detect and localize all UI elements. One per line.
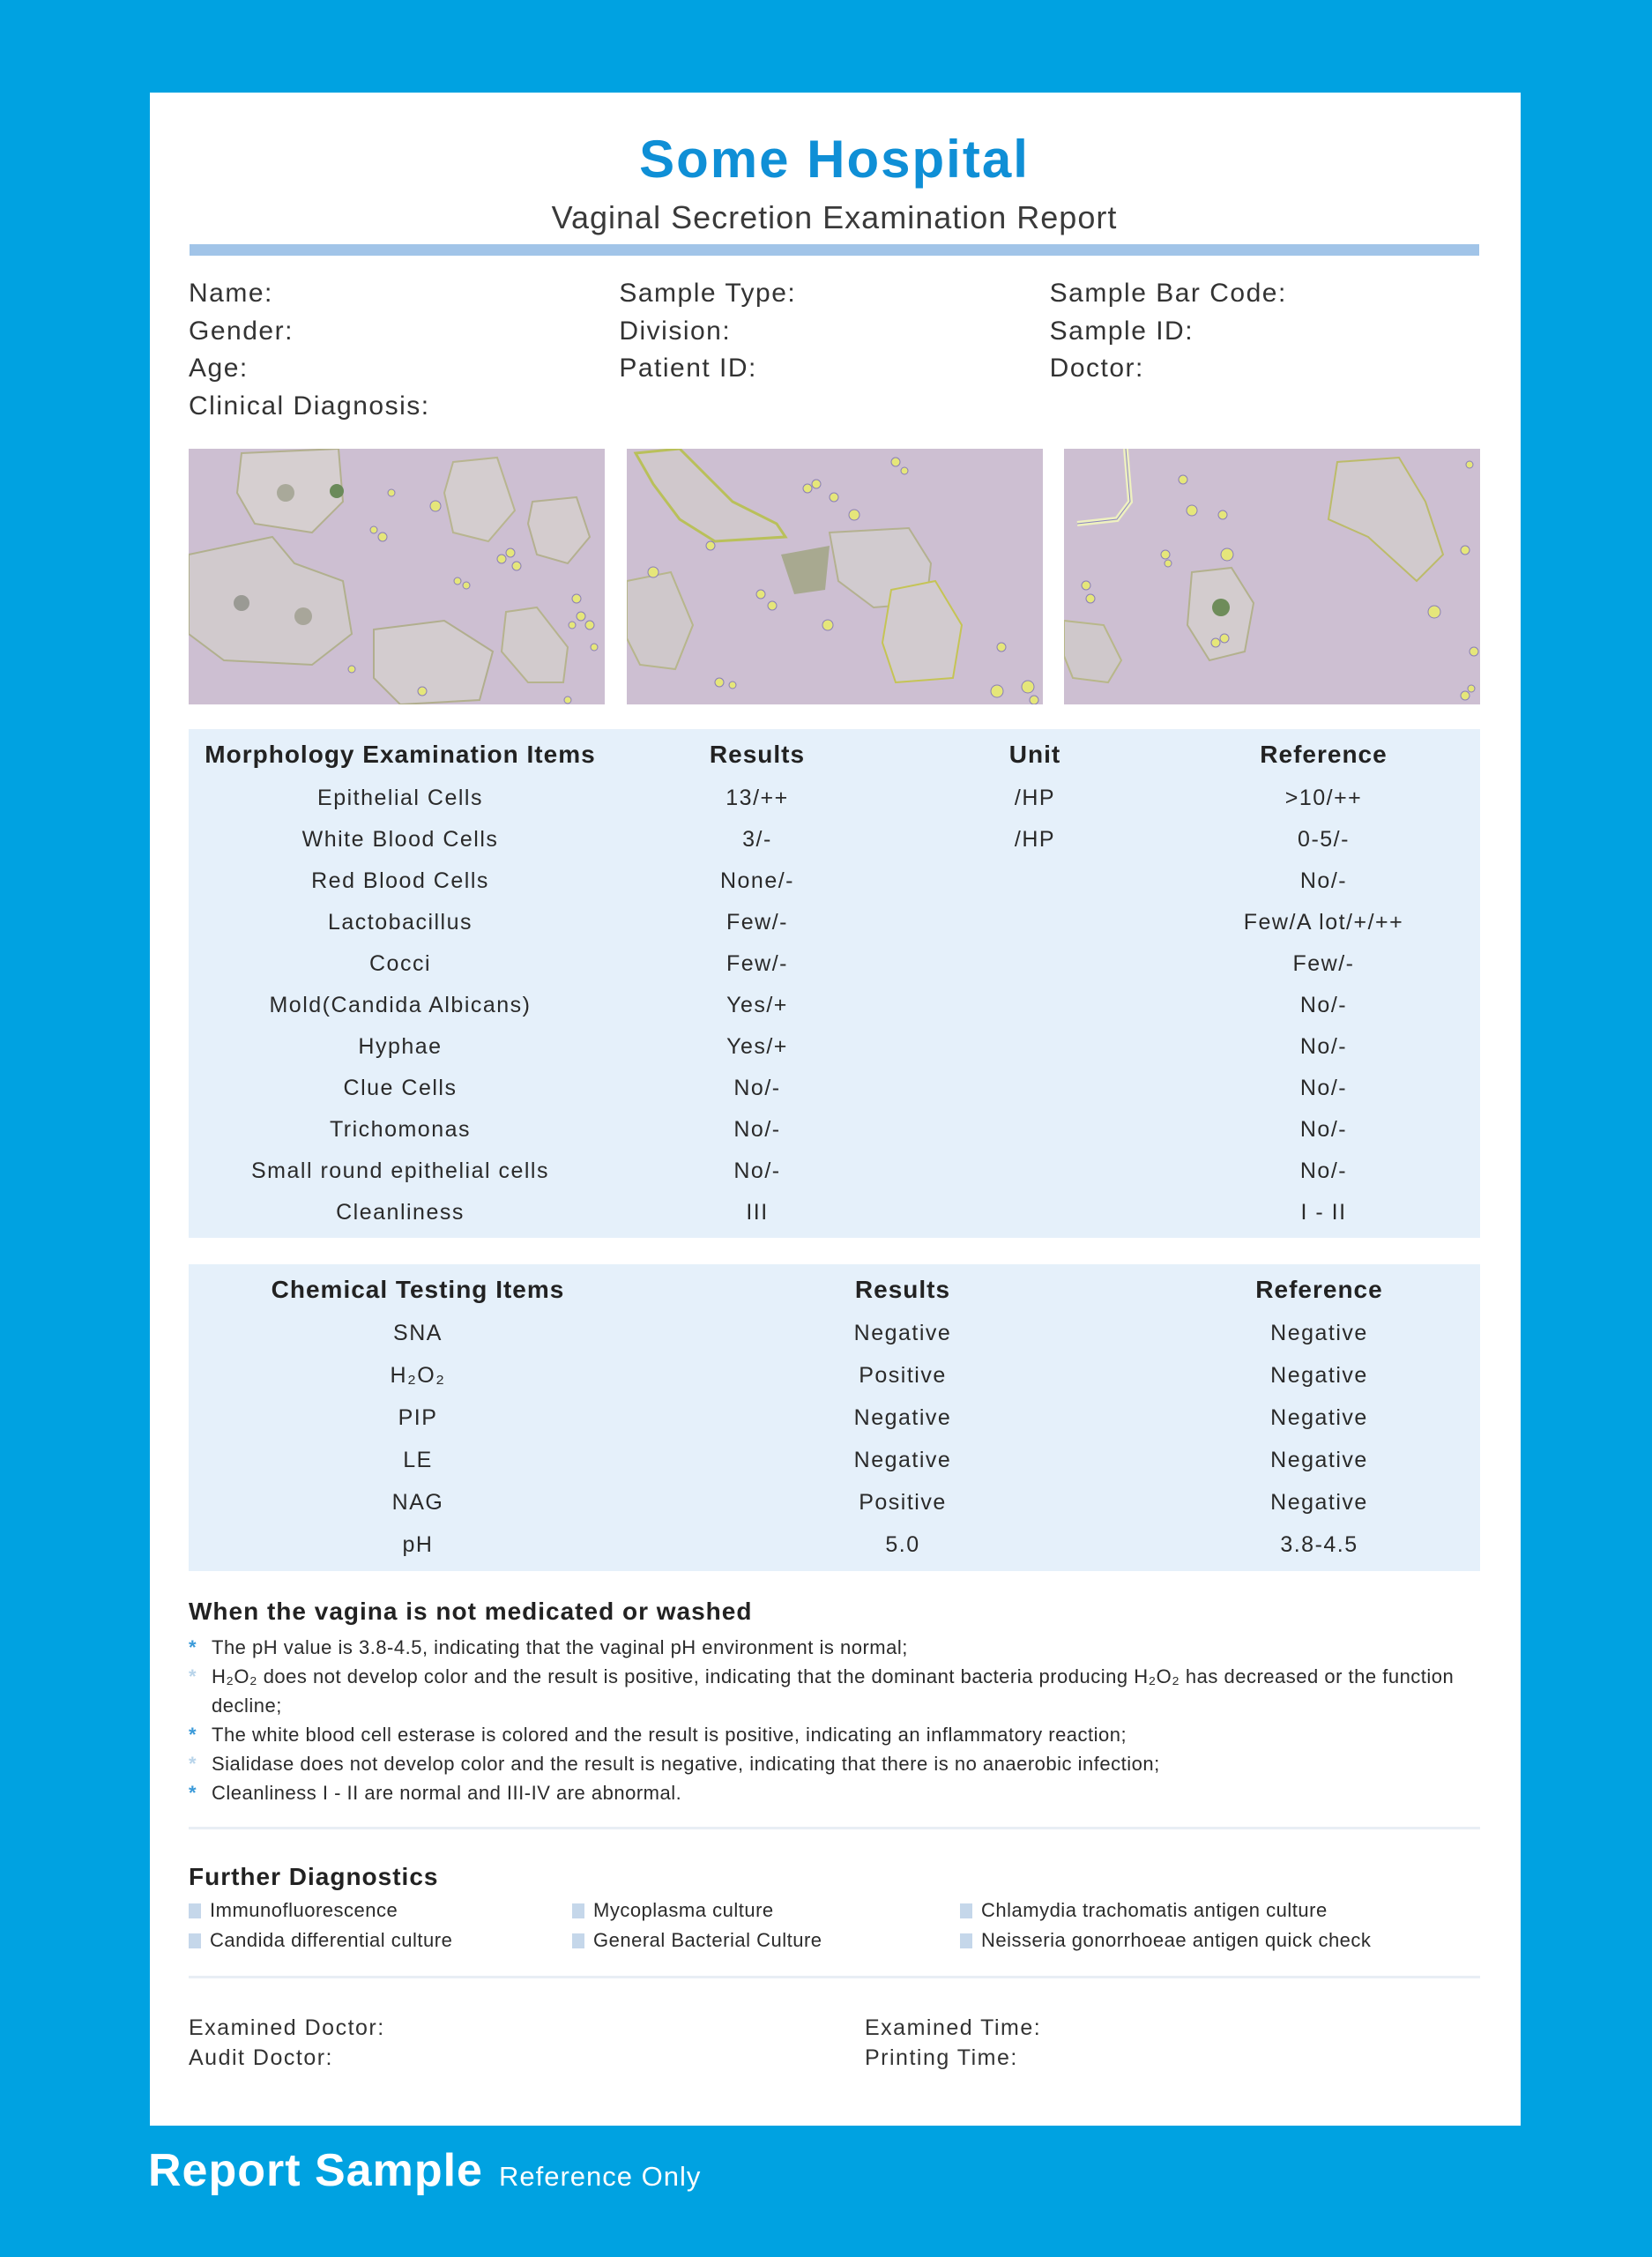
footer-title: Report Sample: [148, 2145, 483, 2196]
note-text: The white blood cell esterase is colored and the result is positive, indicating an inflammatory reaction;: [212, 1724, 1127, 1746]
asterisk-bullet-icon: *: [189, 1636, 197, 1658]
list-item: [189, 1720, 1480, 1749]
table-row: [189, 901, 1480, 942]
patient-info: [189, 275, 1480, 425]
diagnostic-option-label: Immunofluorescence: [210, 1899, 398, 1921]
cell-result: None/-: [719, 868, 795, 893]
cell-item: Cocci: [368, 950, 431, 976]
checkbox-icon[interactable]: [572, 1903, 584, 1918]
further-diagnostics-title: Further Diagnostics: [189, 1863, 439, 1890]
age-label: Age:: [189, 354, 249, 384]
cell-item: Trichomonas: [329, 1116, 472, 1142]
table-row: [189, 1312, 1480, 1354]
column-header-reference: Reference: [1260, 741, 1388, 768]
checkbox-icon[interactable]: [960, 1933, 972, 1948]
cell-result: Negative: [853, 1448, 952, 1472]
cell-item: LE: [403, 1448, 433, 1472]
cell-reference: No/-: [1299, 992, 1348, 1017]
cell-reference: Negative: [1270, 1448, 1368, 1472]
column-header-item: Chemical Testing Items: [271, 1276, 565, 1303]
microscopy-image-3: [1064, 449, 1480, 704]
cell-result: Few/-: [726, 950, 788, 976]
cell-result: No/-: [733, 1116, 781, 1142]
diagnostic-option[interactable]: [572, 1928, 960, 1953]
table-row: [189, 1523, 1480, 1566]
cell-reference: Few/A lot/+/++: [1243, 909, 1404, 935]
cell-result: Negative: [853, 1321, 952, 1345]
cell-item: Clue Cells: [343, 1075, 458, 1100]
diagnostic-option[interactable]: [960, 1928, 1480, 1953]
cell-reference: No/-: [1299, 868, 1348, 893]
cell-item: Cleanliness: [336, 1199, 465, 1225]
examined-time-label: Examined Time:: [865, 2015, 1042, 2040]
column-header-results: Results: [854, 1276, 951, 1303]
diagnostic-option-label: Chlamydia trachomatis antigen culture: [981, 1899, 1328, 1921]
microscopy-image-2: [627, 449, 1043, 704]
note-text: H₂O₂ does not develop color and the result is positive, indicating that the dominant bacteria producing H₂O₂ has decreased or the function decline;: [212, 1665, 1455, 1717]
cell-item: Lactobacillus: [327, 909, 473, 935]
footer-subtitle: Reference Only: [498, 2161, 702, 2192]
cell-reference: No/-: [1299, 1116, 1348, 1142]
note-text: Cleanliness I - II are normal and III-IV are abnormal.: [212, 1782, 682, 1804]
list-item: [189, 1633, 1480, 1662]
diagnostic-option-label: Candida differential culture: [210, 1929, 453, 1951]
signature-block: [189, 2014, 1480, 2072]
section-divider: [189, 1827, 1480, 1829]
cell-result: Negative: [853, 1405, 952, 1430]
cell-reference: 0-5/-: [1298, 826, 1350, 852]
cell-result: 13/++: [726, 785, 789, 810]
gender-label: Gender:: [189, 316, 294, 346]
chemical-rows: [189, 1312, 1480, 1566]
checkbox-icon[interactable]: [960, 1903, 972, 1918]
sample-id-label: Sample ID:: [1049, 316, 1194, 346]
further-diagnostics-list: [189, 1898, 1480, 1953]
diagnostic-option[interactable]: [572, 1898, 960, 1923]
cell-result: No/-: [733, 1075, 781, 1100]
list-item: [189, 1662, 1480, 1720]
notes-title: When the vagina is not medicated or washed: [189, 1598, 753, 1625]
cell-reference: Negative: [1270, 1490, 1368, 1515]
cell-item: SNA: [393, 1321, 443, 1345]
table-row: [189, 818, 1480, 860]
cell-item: Hyphae: [358, 1033, 443, 1059]
section-divider: [189, 1976, 1480, 1978]
cell-item: Red Blood Cells: [311, 868, 489, 893]
table-row: [189, 1439, 1480, 1481]
cell-result: III: [746, 1199, 769, 1225]
cell-reference: 3.8-4.5: [1280, 1532, 1358, 1557]
report-card: [150, 93, 1521, 2126]
report-title: Vaginal Secretion Examination Report: [551, 199, 1118, 235]
diagnostic-option-label: General Bacterial Culture: [593, 1929, 822, 1951]
cell-result: Yes/+: [726, 1033, 788, 1059]
cell-reference: I - II: [1300, 1199, 1347, 1225]
chemical-header-row: [189, 1268, 1480, 1312]
list-item: [189, 1778, 1480, 1807]
cell-item: Epithelial Cells: [317, 785, 483, 810]
cell-result: Yes/+: [726, 992, 788, 1017]
table-row: [189, 1150, 1480, 1191]
doctor-label: Doctor:: [1049, 354, 1144, 384]
diagnostic-option[interactable]: [960, 1898, 1480, 1923]
table-row: [189, 777, 1480, 818]
note-text: The pH value is 3.8-4.5, indicating that the vaginal pH environment is normal;: [212, 1636, 908, 1658]
sample-bar-code-label: Sample Bar Code:: [1049, 279, 1287, 309]
morphology-table: [189, 729, 1480, 1238]
hospital-name: Some Hospital: [639, 130, 1030, 189]
table-row: [189, 1354, 1480, 1397]
column-header-results: Results: [709, 741, 806, 768]
table-row: [189, 1108, 1480, 1150]
diagnostic-option[interactable]: [189, 1898, 572, 1923]
diagnostic-option[interactable]: [189, 1928, 572, 1953]
column-header-reference: Reference: [1255, 1276, 1383, 1303]
cell-reference: Negative: [1270, 1405, 1368, 1430]
cell-item: pH: [402, 1532, 434, 1557]
cell-unit: /HP: [1014, 785, 1056, 810]
table-row: [189, 1067, 1480, 1108]
printing-time-label: Printing Time:: [865, 2045, 1018, 2070]
cell-reference: Negative: [1270, 1363, 1368, 1388]
checkbox-icon[interactable]: [189, 1903, 201, 1918]
cell-unit: /HP: [1014, 826, 1056, 852]
asterisk-bullet-icon: *: [189, 1724, 197, 1746]
diagnostic-option-label: Neisseria gonorrhoeae antigen quick check: [981, 1929, 1372, 1951]
cell-item: Small round epithelial cells: [251, 1158, 549, 1183]
cell-reference: Few/-: [1292, 950, 1355, 976]
table-row: [189, 860, 1480, 901]
division-label: Division:: [619, 316, 732, 346]
cell-result: Positive: [859, 1490, 947, 1515]
name-label: Name:: [189, 279, 273, 309]
table-row: [189, 1397, 1480, 1439]
notes-list: [189, 1633, 1480, 1807]
cell-result: Positive: [859, 1363, 947, 1388]
note-text: Sialidase does not develop color and the result is negative, indicating that there is no anaerobic infection;: [212, 1753, 1160, 1775]
audit-doctor-label: Audit Doctor:: [189, 2045, 334, 2070]
cell-item: White Blood Cells: [301, 826, 499, 852]
title-divider-bar: [190, 244, 1479, 256]
cell-item: NAG: [391, 1490, 444, 1515]
microscopy-image-1: [189, 449, 605, 704]
clinical-diagnosis-label: Clinical Diagnosis:: [189, 391, 430, 421]
cell-reference: No/-: [1299, 1033, 1348, 1059]
sample-type-label: Sample Type:: [619, 279, 797, 309]
microscopy-images: [189, 449, 1480, 704]
asterisk-bullet-icon: *: [189, 1782, 197, 1804]
patient-id-label: Patient ID:: [619, 354, 757, 384]
examined-doctor-label: Examined Doctor:: [189, 2015, 385, 2040]
cell-result: Few/-: [726, 909, 788, 935]
asterisk-bullet-icon: *: [189, 1665, 197, 1687]
cell-reference: >10/++: [1284, 785, 1363, 810]
cell-item: Mold(Candida Albicans): [269, 992, 532, 1017]
checkbox-icon[interactable]: [189, 1933, 201, 1948]
table-row: [189, 942, 1480, 984]
cell-reference: No/-: [1299, 1158, 1348, 1183]
cell-item: PIP: [398, 1405, 438, 1430]
list-item: [189, 1749, 1480, 1778]
table-row: [189, 1481, 1480, 1523]
cell-result: No/-: [733, 1158, 781, 1183]
column-header-item: Morphology Examination Items: [205, 741, 596, 768]
footer: [148, 2144, 701, 2197]
asterisk-bullet-icon: *: [189, 1753, 197, 1775]
morphology-header-row: [189, 733, 1480, 777]
table-row: [189, 984, 1480, 1025]
cell-reference: Negative: [1270, 1321, 1368, 1345]
cell-result: 3/-: [742, 826, 772, 852]
table-row: [189, 1191, 1480, 1233]
morphology-rows: [189, 777, 1480, 1233]
diagnostic-option-label: Mycoplasma culture: [593, 1899, 774, 1921]
checkbox-icon[interactable]: [572, 1933, 584, 1948]
cell-result: 5.0: [885, 1532, 920, 1557]
chemical-table: [189, 1264, 1480, 1571]
cell-item: H₂O₂: [390, 1363, 446, 1388]
column-header-unit: Unit: [1008, 741, 1061, 768]
table-row: [189, 1025, 1480, 1067]
cell-reference: No/-: [1299, 1075, 1348, 1100]
